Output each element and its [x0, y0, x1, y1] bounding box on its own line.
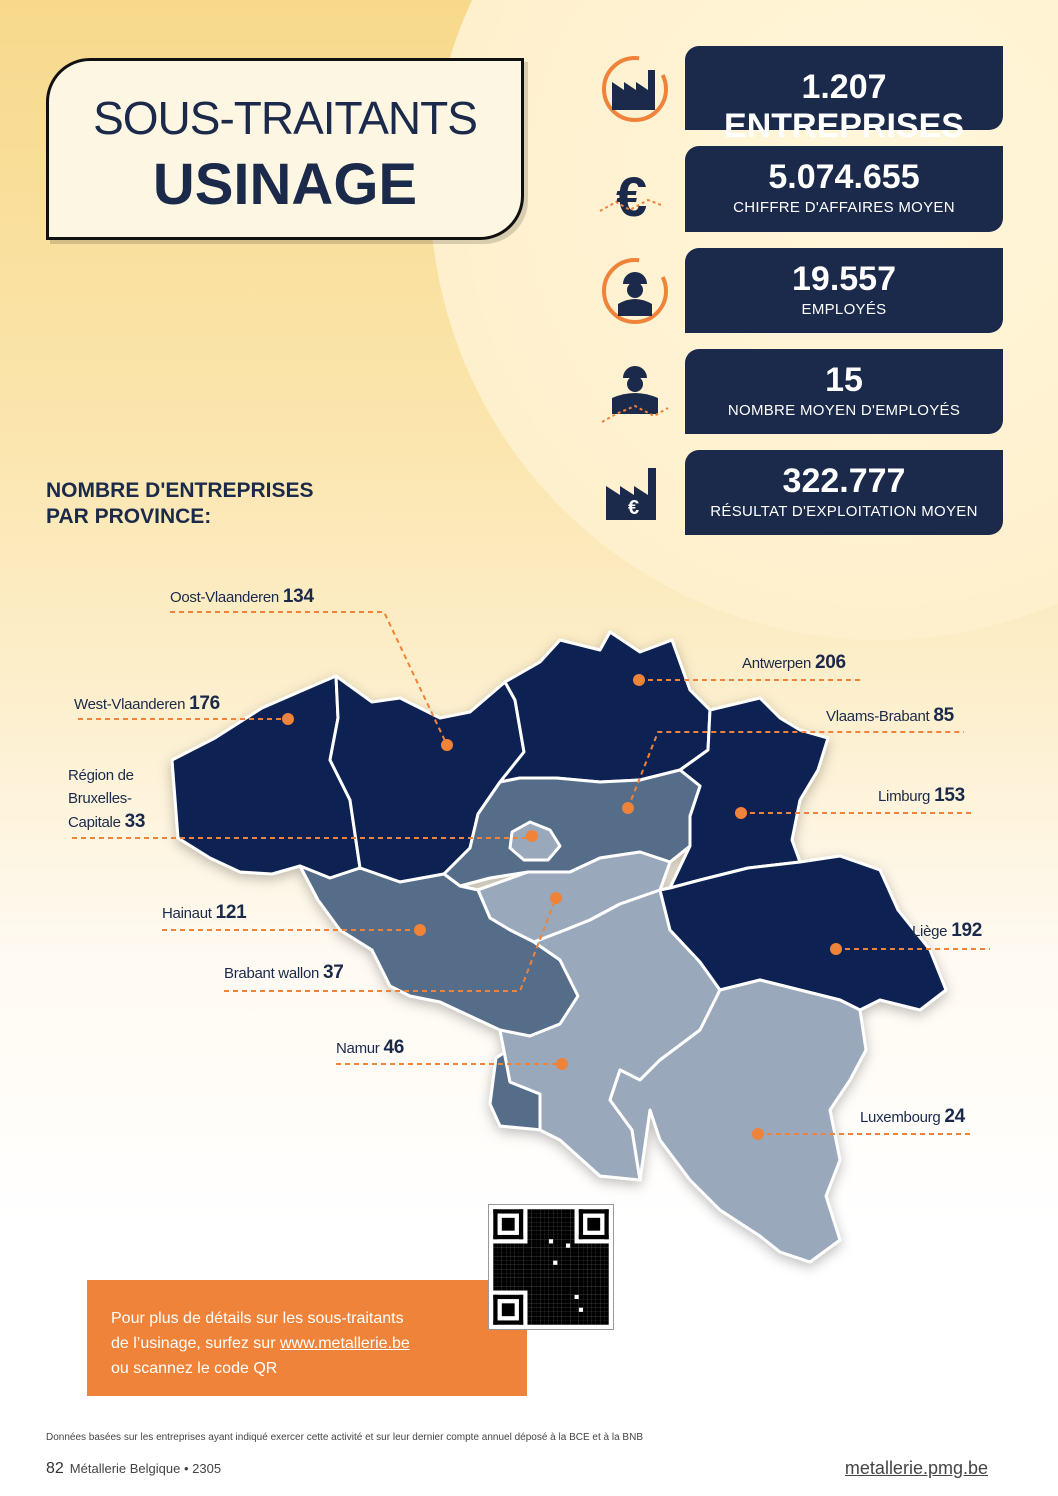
label-luxembourg: Luxembourg 24 [860, 1106, 965, 1127]
footer-site-link[interactable]: metallerie.pmg.be [844, 1458, 988, 1478]
marker-west [282, 713, 294, 725]
stat-value: 5.074.655 [768, 158, 920, 196]
svg-text:€: € [616, 165, 648, 228]
title-line1: SOUS-TRAITANTS [93, 92, 477, 144]
marker-hainaut [414, 924, 426, 936]
stat-label: RÉSULTAT D'EXPLOITATION MOYEN [710, 503, 978, 520]
stat-label: EMPLOYÉS [801, 301, 887, 318]
label-limburg: Limburg 153 [878, 785, 965, 806]
stat-value: 19.557 [792, 260, 896, 298]
label-namur: Namur 46 [336, 1037, 405, 1058]
qr-code[interactable] [488, 1204, 614, 1330]
cta-line2: de l’usinage, surfez sur [111, 1335, 280, 1352]
svg-text:€: € [628, 497, 640, 519]
province-title-line1: NOMBRE D'ENTREPRISES [46, 479, 314, 502]
marker-lux [752, 1128, 764, 1140]
label-brabant-wallon: Brabant wallon 37 [224, 962, 344, 983]
stat-value: 322.777 [782, 462, 906, 500]
cta-line3: ou scannez le code QR [111, 1360, 278, 1377]
page-number: 82 [46, 1460, 64, 1477]
marker-antwerpen [633, 674, 645, 686]
marker-vb [622, 802, 634, 814]
marker-liege [830, 943, 842, 955]
stat-label: NOMBRE MOYEN D'EMPLOYÉS [727, 402, 961, 419]
marker-namur [556, 1058, 568, 1070]
cta-link[interactable]: www.metallerie.be [279, 1335, 410, 1352]
cta-box [87, 1280, 527, 1396]
footer-publication [46, 1460, 221, 1478]
stat-value: 1.207 ENTREPRISES [724, 68, 964, 145]
region-antwerpen [500, 632, 710, 782]
title-line2: USINAGE [152, 152, 418, 217]
publication-name: Métallerie Belgique • 2305 [69, 1461, 222, 1476]
label-west-vlaanderen: West-Vlaanderen 176 [74, 693, 220, 714]
footer-note: Données basées sur les entreprises ayant indiqué exercer cette activité et sur leur dernier compte annuel déposé à la BCE et à la BNB [46, 1432, 643, 1443]
label-liege: Liège 192 [912, 920, 983, 941]
marker-brux [526, 830, 538, 842]
marker-oost [441, 739, 453, 751]
province-title-line2: PAR PROVINCE: [46, 505, 212, 528]
stat-value: 15 [825, 361, 863, 399]
label-hainaut: Hainaut 121 [162, 902, 247, 923]
stat-label: CHIFFRE D'AFFAIRES MOYEN [733, 199, 955, 216]
label-vlaams-brabant: Vlaams-Brabant 85 [826, 705, 954, 726]
label-bruxelles: Région de Bruxelles- Capitale 33 [68, 767, 146, 832]
cta-line1: Pour plus de détails sur les sous-traitants [111, 1310, 404, 1327]
marker-limburg [735, 807, 747, 819]
label-antwerpen: Antwerpen 206 [742, 652, 846, 673]
marker-bw [550, 892, 562, 904]
label-oost-vlaanderen: Oost-Vlaanderen 134 [170, 586, 314, 607]
